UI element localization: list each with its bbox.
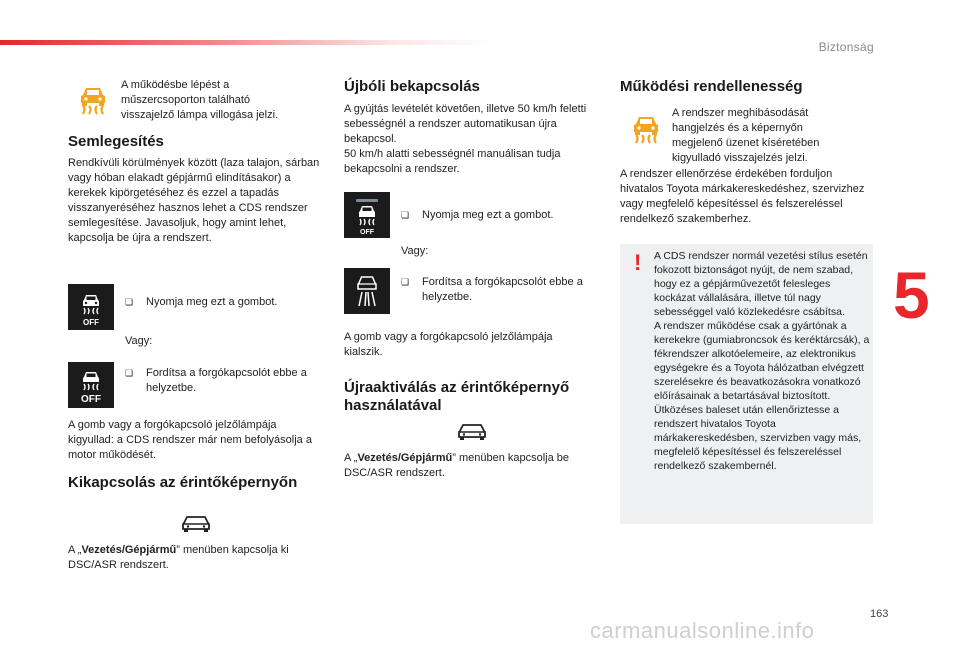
neutral-heading: Semlegesítés <box>68 133 164 150</box>
step2-bullet: ❏ Fordítsa a forgókapcsolót ebbe a helyzetbe. <box>125 366 320 396</box>
touch-off-text: A „Vezetés/Gépjármű” menüben kapcsolja ki DSC/ASR rendszert. <box>68 544 289 571</box>
menu-name-2: Vezetés/Gépjármű <box>357 452 453 464</box>
rotary-on-icon <box>344 268 390 314</box>
reactivate-result: A gomb vagy a forgókapcsoló jelzőlámpája kialszik. <box>344 331 553 358</box>
page-number: 163 <box>870 608 889 620</box>
warning-text: A CDS rendszer normál vezetési stílus esetén fokozott biztonságot nyújt, de nem szabad, hogy ez a gépjárművezetőt felesleges kockázat vállalására, illetve túl nagy sebességgel való közlekedésre csábítsa. A rendszer működése csak a gyártónak a kerekekre (gumiabroncsok és keréktárcsák), a fékrendszer alkotóelemeire, az elektronikus egységekre és a Toyota hálózatban elvégzett szerelésekre és beavatkozásokra vonatkozó előírásainak a betartásával biztosított. Ütközéses baleset után ellenőriztesse a rendszert hivatalos Toyota márkakereskedésben, szervizben vagy más, megfelelő képesítéssel és felszereléssel rendelkező szakembernél. <box>654 250 870 472</box>
malfunction-icon-text: A rendszer meghibásodását hangjelzés és a képernyőn megjelenő üzenet kíséretében kigyulladó visszajelzés jelzi. <box>672 107 820 164</box>
cds-off-button-icon-2 <box>344 192 390 238</box>
cds-off-button-icon <box>68 284 114 330</box>
off-label-2: OFF <box>81 394 101 405</box>
off-label-3: OFF <box>360 229 374 236</box>
step2-text: Fordítsa a forgókapcsolót ebbe a helyzetbe. <box>146 367 307 394</box>
reactivate-step2-text: Fordítsa a forgókapcsolót ebbe a helyzetbe. <box>422 276 583 303</box>
skid-warning-icon <box>74 82 112 118</box>
section-title: Biztonság <box>818 40 874 54</box>
step1-text: Nyomja meg ezt a gombot. <box>146 296 278 308</box>
reactivate-step1-bullet: ❏ Nyomja meg ezt a gombot. <box>401 208 591 223</box>
chapter-number: 5 <box>893 258 930 332</box>
reactivate-heading: Újbóli bekapcsolás <box>344 78 480 95</box>
header-accent-bar <box>0 40 490 45</box>
reactivate-step1-text: Nyomja meg ezt a gombot. <box>422 209 554 221</box>
watermark: carmanualsonline.info <box>590 618 815 643</box>
touch-off-heading: Kikapcsolás az érintőképernyőn <box>68 474 298 491</box>
rotary-off-icon <box>68 362 114 408</box>
reactivate-or-text: Vagy: <box>401 245 429 257</box>
off-label: OFF <box>83 318 99 327</box>
warning-exclamation-icon: ! <box>634 250 642 275</box>
malfunction-heading: Működési rendellenesség <box>620 78 803 95</box>
malfunction-body: A rendszer ellenőrzése érdekében forduljon hivatalos Toyota márkakereskedéshez, szervizhez vagy megfelelő képesítéssel és felszereléssel rendelkező szakemberhez. <box>620 168 865 225</box>
touch-on-text: A „Vezetés/Gépjármű” menüben kapcsolja be DSC/ASR rendszert. <box>344 452 570 479</box>
menu-name: Vezetés/Gépjármű <box>81 544 177 556</box>
intro-text: A működésbe lépést a műszercsoporton található visszajelző lámpa villogása jelzi. <box>121 79 279 121</box>
step1-bullet: ❏ Nyomja meg ezt a gombot. <box>125 295 315 310</box>
car-menu-icon-2 <box>456 421 488 443</box>
or-text: Vagy: <box>125 335 153 347</box>
skid-warning-icon-2 <box>627 111 665 147</box>
result-text: A gomb vagy a forgókapcsoló jelzőlámpája kigyullad: a CDS rendszer már nem befolyásolja a motor működését. <box>68 419 312 461</box>
reactivate-body: A gyújtás levételét követően, illetve 50 km/h feletti sebességnél a rendszer automatikusan újra bekapcsol. 50 km/h alatti sebességnél manuálisan tudja bekapcsolni a rendszer. <box>344 103 587 175</box>
neutral-body: Rendkívüli körülmények között (laza talajon, sárban vagy hóban elakadt gépjármű elindításakor) a kerekek kipörgetéséhez és ezzel a tapadás visszanyeréséhez hasznos lehet a CDS rendszer semlegesítése. Javasoljuk, hogy amint lehet, kapcsolja be újra a rendszert. <box>68 157 320 244</box>
reactivate-step2-bullet: ❏ Fordítsa a forgókapcsolót ebbe a helyzetbe. <box>401 275 601 305</box>
touch-on-heading: Újraaktiválás az érintőképernyő használatával <box>344 379 570 414</box>
car-menu-icon <box>180 513 212 535</box>
